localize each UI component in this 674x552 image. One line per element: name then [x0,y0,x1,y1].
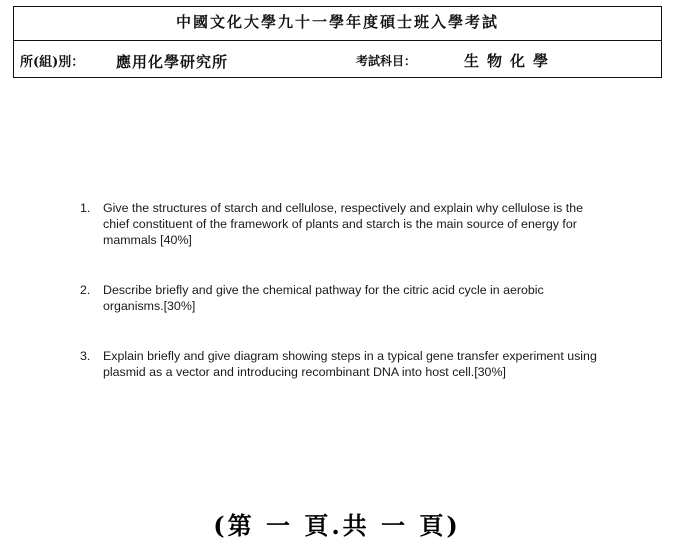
subject-label: 考試科目： [356,54,417,68]
page-footer: (第 一 頁.共 一 頁) [213,511,461,540]
question-list [80,200,600,414]
question-number: 1. [80,201,91,215]
question-text: Explain briefly and give diagram showing steps in a typical gene transfer experiment using plasmid as a vector and introducing recombinant DNA into host cell.[30%] [103,349,597,379]
question-item [80,348,600,380]
question-number: 3. [80,349,91,363]
department-value: 應用化學研究所 [116,53,229,71]
question-text: Give the structures of starch and cellulose, respectively and explain why cellulose is the chief constituent of the framework of plants and starch is the main source of energy for mammals [40%] [103,201,584,247]
exam-header [13,6,662,78]
header-divider [14,40,661,41]
question-text: Describe briefly and give the chemical pathway for the citric acid cycle in aerobic organisms.[30%] [103,283,544,313]
question-number: 2. [80,283,91,297]
question-item [80,200,600,248]
exam-title: 中國文化大學九十一學年度碩士班入學考試 [175,13,499,31]
question-item [80,282,600,314]
subject-value: 生物化學 [464,52,557,70]
header-info-row [20,49,655,71]
department-label: 所(組)別： [20,55,85,70]
